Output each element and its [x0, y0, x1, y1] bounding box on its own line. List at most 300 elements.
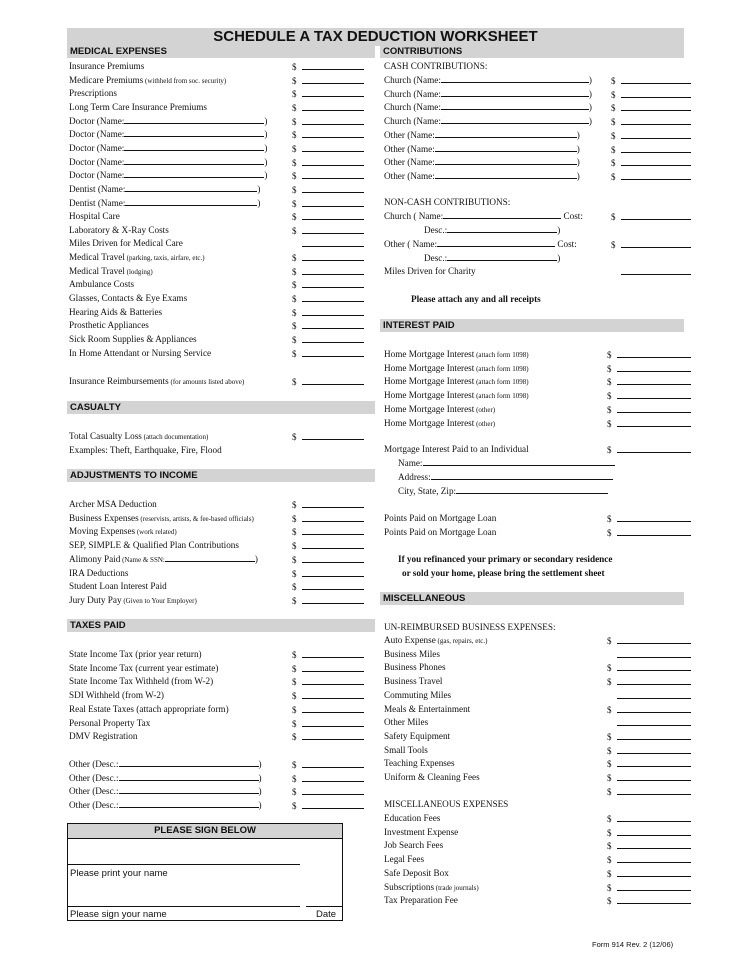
line-label: Church (Name: — [384, 88, 441, 99]
amount-line[interactable] — [617, 826, 691, 836]
medical-amount[interactable] — [292, 306, 364, 319]
noncash-other-amount[interactable] — [611, 238, 691, 251]
line-label: Business Phones — [384, 662, 446, 673]
amount-line[interactable] — [617, 785, 691, 795]
fill-blank[interactable] — [423, 457, 615, 466]
amount-line[interactable] — [302, 662, 364, 672]
medical-item — [69, 74, 226, 87]
medical-amount[interactable] — [292, 87, 364, 100]
medical-amount[interactable] — [292, 292, 364, 305]
paren: ) — [257, 197, 261, 208]
other-desc-item — [69, 785, 262, 797]
medical-amount[interactable] — [292, 128, 364, 141]
amount-line[interactable] — [302, 594, 364, 604]
dollar-sign: $ — [607, 391, 612, 402]
dollar-sign: $ — [292, 568, 297, 579]
fill-blank[interactable] — [456, 485, 608, 494]
line-label: Church (Name: — [384, 75, 441, 85]
fill-blank[interactable] — [125, 197, 257, 206]
mortgage-item — [384, 389, 529, 402]
worksheet-title: SCHEDULE A TAX DEDUCTION WORKSHEET — [67, 28, 684, 46]
other-desc-amount[interactable] — [292, 799, 364, 812]
dollar-sign: $ — [292, 89, 297, 100]
amount-line[interactable] — [302, 730, 364, 740]
medical-item — [69, 319, 149, 331]
dollar-sign: $ — [607, 759, 612, 770]
cash-amount[interactable] — [611, 88, 691, 101]
line-label: Medicare Premiums — [69, 74, 144, 85]
paren: ) — [576, 157, 580, 168]
unreimb-amount[interactable] — [607, 648, 691, 661]
unreimb-amount[interactable] — [607, 661, 691, 674]
line-label: Other (Desc.: — [69, 759, 119, 769]
line-label: Medical Travel — [69, 252, 125, 263]
amount-line[interactable] — [617, 689, 691, 699]
fill-blank[interactable] — [124, 115, 264, 124]
amount-line[interactable] — [302, 60, 364, 70]
dollar-sign: $ — [611, 117, 616, 128]
medical-amount[interactable] — [292, 183, 364, 196]
dollar-sign: $ — [292, 130, 297, 141]
mortgage-individual — [384, 443, 529, 455]
amount-line[interactable] — [302, 717, 364, 727]
amount-line[interactable] — [617, 389, 691, 399]
amount-line[interactable] — [302, 567, 364, 577]
amount-line[interactable] — [302, 333, 364, 343]
date-line[interactable] — [306, 906, 342, 907]
dollar-sign: $ — [607, 827, 612, 838]
tax-amount[interactable] — [292, 703, 364, 716]
mortgage-item — [384, 417, 495, 430]
medical-amount[interactable] — [292, 265, 364, 278]
amount-line[interactable] — [302, 101, 364, 111]
amount-line[interactable] — [617, 375, 691, 385]
amount-line[interactable] — [621, 265, 691, 275]
dollar-sign: $ — [292, 500, 297, 510]
medical-amount[interactable] — [292, 347, 364, 360]
amount-line[interactable] — [617, 703, 691, 713]
amount-line[interactable] — [302, 237, 364, 247]
line-label: Teaching Expenses — [384, 758, 455, 769]
amount-line[interactable] — [617, 771, 691, 781]
cash-amount[interactable] — [611, 129, 691, 142]
insurance-reimbursements — [69, 375, 244, 388]
medical-amount[interactable] — [292, 224, 364, 237]
amount-line[interactable] — [621, 74, 691, 84]
line-label: Total Casualty Loss — [69, 431, 142, 441]
unreimb-amount[interactable] — [607, 716, 691, 729]
line-label: Other (Name: — [384, 129, 435, 140]
amount-line[interactable] — [617, 648, 691, 658]
misc-amount[interactable] — [607, 839, 691, 852]
amount-line[interactable] — [302, 128, 364, 138]
amount-line[interactable] — [617, 839, 691, 849]
medical-item — [69, 197, 260, 209]
line-note: (reservists, artists, & fee-based officials) — [138, 514, 254, 523]
amount-line[interactable] — [617, 348, 691, 358]
amount-line[interactable] — [617, 443, 691, 453]
fill-blank[interactable] — [441, 115, 589, 124]
amount-line[interactable] — [302, 689, 364, 699]
line-label: Business Miles — [384, 648, 440, 659]
tax-amount[interactable] — [292, 730, 364, 743]
amount-line[interactable] — [617, 757, 691, 767]
amount-line[interactable] — [302, 375, 364, 385]
medical-amount[interactable] — [292, 197, 364, 210]
line-label: Moving Expenses — [69, 526, 136, 537]
fill-blank[interactable] — [441, 88, 589, 97]
line-label: Prosthetic Appliances — [69, 320, 149, 331]
amount-line[interactable] — [302, 785, 364, 795]
other-desc-item — [69, 772, 262, 784]
medical-item — [69, 210, 120, 222]
mortgage-amount[interactable] — [607, 348, 691, 361]
medical-amount[interactable] — [292, 74, 364, 87]
dollar-sign: $ — [292, 280, 297, 291]
line-label: Other (Name: — [384, 143, 435, 154]
line-label: Insurance Premiums — [69, 61, 145, 71]
line-label: MISCELLANEOUS EXPENSES — [384, 799, 509, 809]
amount-line[interactable] — [302, 553, 364, 563]
line-label: Student Loan Interest Paid — [69, 581, 167, 592]
fill-blank[interactable] — [124, 128, 264, 137]
paren: ) — [257, 183, 261, 194]
line-label: Name: — [398, 458, 423, 468]
misc-item — [384, 812, 440, 824]
mortgage-amount[interactable] — [607, 389, 691, 402]
tax-amount[interactable] — [292, 662, 364, 675]
amount-line[interactable] — [621, 88, 691, 98]
medical-item — [69, 251, 205, 264]
cash-item — [384, 143, 580, 155]
amount-line[interactable] — [302, 210, 364, 220]
amount-line[interactable] — [302, 347, 364, 357]
fill-blank[interactable] — [124, 142, 264, 151]
amount-line[interactable] — [617, 894, 691, 904]
line-label: Tax Preparation Fee — [384, 895, 458, 906]
paren: ) — [588, 116, 592, 127]
tax-amount[interactable] — [292, 689, 364, 702]
amount-line[interactable] — [617, 716, 691, 726]
adjustment-amount[interactable] — [292, 567, 364, 580]
unreimb-amount[interactable] — [607, 771, 691, 784]
sign-name-line[interactable] — [68, 906, 300, 907]
medical-amount[interactable] — [292, 142, 364, 155]
amount-line[interactable] — [617, 634, 691, 644]
paren: ) — [576, 129, 580, 140]
insurance-reimbursements-amount[interactable] — [292, 375, 364, 388]
line-label: Church (Name: — [384, 116, 441, 127]
amount-line[interactable] — [302, 115, 364, 125]
amount-line[interactable] — [302, 169, 364, 179]
unreimb-title — [384, 621, 556, 633]
fill-blank[interactable] — [435, 170, 577, 179]
unreimb-amount[interactable] — [607, 703, 691, 716]
amount-line[interactable] — [302, 74, 364, 84]
medical-amount[interactable] — [292, 60, 364, 73]
fill-blank[interactable] — [119, 785, 259, 794]
medical-amount[interactable] — [292, 115, 364, 128]
line-note: (gas, repairs, etc.) — [435, 637, 488, 645]
fill-blank[interactable] — [435, 143, 577, 152]
amount-line[interactable] — [302, 772, 364, 782]
line-label: SDI Withheld (from W-2) — [69, 690, 164, 701]
amount-line[interactable] — [302, 142, 364, 152]
tax-amount[interactable] — [292, 717, 364, 730]
amount-line[interactable] — [302, 306, 364, 316]
tax-amount[interactable] — [292, 648, 364, 661]
date-label: Date — [316, 909, 337, 920]
amount-line[interactable] — [302, 512, 364, 522]
amount-line[interactable] — [302, 265, 364, 275]
paren: ) — [264, 129, 268, 140]
fill-blank[interactable] — [165, 553, 255, 562]
medical-amount[interactable] — [292, 319, 364, 332]
fill-blank[interactable] — [431, 471, 613, 480]
amount-line[interactable] — [302, 197, 364, 207]
amount-line[interactable] — [617, 512, 691, 522]
cash-item — [384, 129, 580, 141]
adjustment-amount[interactable] — [292, 539, 364, 552]
other-desc-amount[interactable] — [292, 785, 364, 798]
amount-line[interactable] — [617, 744, 691, 754]
dollar-sign: $ — [292, 718, 297, 729]
fill-blank[interactable] — [447, 224, 557, 233]
amount-line[interactable] — [617, 362, 691, 372]
amount-line[interactable] — [302, 498, 364, 508]
amount-line[interactable] — [302, 278, 364, 288]
line-note: (lodging) — [124, 267, 153, 276]
adjustment-amount[interactable] — [292, 553, 364, 566]
dollar-sign: $ — [611, 212, 616, 222]
cash-amount[interactable] — [611, 156, 691, 169]
mortgage-amount[interactable] — [607, 362, 691, 375]
line-label: State Income Tax Withheld (from W-2) — [69, 676, 214, 687]
misc-item — [384, 867, 449, 879]
fill-blank[interactable] — [124, 169, 264, 178]
amount-line[interactable] — [617, 675, 691, 685]
amount-line[interactable] — [621, 129, 691, 139]
unreimb-amount[interactable] — [607, 730, 691, 743]
misc-item — [384, 853, 424, 865]
amount-line[interactable] — [302, 525, 364, 535]
misc-item — [384, 894, 458, 906]
tax-item — [69, 675, 213, 687]
fill-blank[interactable] — [437, 238, 555, 247]
mortgage-amount[interactable] — [607, 375, 691, 388]
amount-line[interactable] — [302, 319, 364, 329]
unreimb-item — [384, 716, 428, 728]
amount-line[interactable] — [621, 143, 691, 153]
section-header-adjustments: ADJUSTMENTS TO INCOME — [67, 469, 375, 482]
amount-line[interactable] — [617, 812, 691, 822]
line-label: Points Paid on Mortgage Loan — [384, 513, 497, 523]
dollar-sign: $ — [611, 158, 616, 169]
cash-item — [384, 74, 592, 86]
fill-blank[interactable] — [119, 758, 259, 767]
amount-line[interactable] — [302, 799, 364, 809]
amount-line[interactable] — [302, 675, 364, 685]
dollar-sign: $ — [292, 732, 297, 743]
dollar-sign: $ — [292, 801, 297, 812]
amount-line[interactable] — [302, 430, 364, 440]
print-name-label: Please print your name — [70, 868, 168, 879]
points-amount[interactable] — [607, 526, 691, 539]
amount-line[interactable] — [617, 403, 691, 413]
noncash-church-amount[interactable] — [611, 210, 691, 223]
fill-blank[interactable] — [119, 772, 259, 781]
amount-line[interactable] — [302, 251, 364, 261]
misc-amount[interactable] — [607, 853, 691, 866]
amount-line[interactable] — [621, 101, 691, 111]
unreimb-amount[interactable] — [607, 689, 691, 702]
amount-line[interactable] — [302, 703, 364, 713]
other-desc-item — [69, 799, 262, 811]
paren: ) — [264, 156, 268, 167]
amount-line[interactable] — [621, 115, 691, 125]
unreimb-item — [384, 648, 440, 660]
adjustment-item — [69, 580, 167, 592]
mortgage-amount[interactable] — [607, 417, 691, 430]
line-label: CASH CONTRIBUTIONS: — [384, 61, 488, 71]
medical-amount[interactable] — [292, 101, 364, 114]
adjustment-amount[interactable] — [292, 512, 364, 525]
amount-line[interactable] — [617, 881, 691, 891]
medical-amount[interactable] — [292, 251, 364, 264]
cash-item — [384, 115, 592, 127]
dollar-sign: $ — [292, 102, 297, 113]
amount-line[interactable] — [621, 210, 691, 220]
line-label: Dentist (Name: — [69, 197, 126, 208]
adjustment-amount[interactable] — [292, 580, 364, 593]
amount-line[interactable] — [621, 238, 691, 248]
medical-amount[interactable] — [292, 237, 364, 250]
mortgage-amount[interactable] — [607, 403, 691, 416]
dollar-sign: $ — [292, 171, 297, 182]
dollar-sign: $ — [607, 363, 612, 374]
dollar-sign: $ — [292, 787, 297, 798]
amount-line[interactable] — [302, 183, 364, 193]
adjustment-amount[interactable] — [292, 594, 364, 607]
fill-blank[interactable] — [435, 156, 577, 165]
adjustment-amount[interactable] — [292, 498, 364, 511]
dollar-sign: $ — [292, 307, 297, 318]
cash-amount[interactable] — [611, 115, 691, 128]
fill-blank[interactable] — [124, 156, 264, 165]
unreimb-amount[interactable] — [607, 785, 691, 798]
charity-miles-amount[interactable] — [611, 265, 691, 278]
amount-line[interactable] — [302, 580, 364, 590]
cash-item — [384, 88, 592, 100]
misc-amount[interactable] — [607, 812, 691, 825]
dollar-sign: $ — [292, 513, 297, 524]
tax-item — [69, 703, 229, 715]
cash-item — [384, 170, 580, 182]
line-label: Other (Desc.: — [69, 800, 119, 811]
amount-line[interactable] — [302, 648, 364, 658]
cash-amount[interactable] — [611, 74, 691, 87]
medical-amount[interactable] — [292, 210, 364, 223]
line-label: Auto Expense — [384, 635, 436, 645]
amount-line[interactable] — [302, 156, 364, 166]
cash-amount[interactable] — [611, 170, 691, 183]
misc-amount[interactable] — [607, 881, 691, 894]
dollar-sign: $ — [607, 704, 612, 715]
line-label: Hearing Aids & Batteries — [69, 306, 163, 317]
cash-amount[interactable] — [611, 143, 691, 156]
other-desc-amount[interactable] — [292, 772, 364, 785]
misc-amount[interactable] — [607, 867, 691, 880]
casualty-loss-amount[interactable] — [292, 430, 364, 443]
amount-line[interactable] — [302, 87, 364, 97]
cash-amount[interactable] — [611, 101, 691, 114]
amount-line[interactable] — [302, 292, 364, 302]
medical-item — [69, 306, 162, 318]
amount-line[interactable] — [617, 661, 691, 671]
print-name-line[interactable] — [68, 864, 300, 865]
amount-line[interactable] — [617, 867, 691, 877]
medical-amount[interactable] — [292, 333, 364, 346]
medical-amount[interactable] — [292, 156, 364, 169]
line-label: Dentist (Name: — [69, 183, 126, 194]
amount-line[interactable] — [302, 758, 364, 768]
unreimb-item — [384, 730, 450, 742]
amount-line[interactable] — [617, 417, 691, 427]
dollar-sign: $ — [607, 527, 612, 538]
mortgage-item — [384, 362, 529, 375]
fill-blank[interactable] — [441, 101, 589, 110]
line-label: Home Mortgage Interest — [384, 362, 475, 373]
fill-blank[interactable] — [441, 74, 589, 83]
unreimb-amount[interactable] — [607, 675, 691, 688]
line-note: (parking, taxis, airfare, etc.) — [124, 254, 205, 263]
amount-line[interactable] — [617, 526, 691, 536]
points-amount[interactable] — [607, 512, 691, 525]
amount-line[interactable] — [621, 170, 691, 180]
fill-blank[interactable] — [443, 210, 561, 219]
dollar-sign: $ — [292, 677, 297, 688]
amount-line[interactable] — [621, 156, 691, 166]
unreimb-amount[interactable] — [607, 744, 691, 757]
unreimb-item — [384, 744, 428, 756]
adjustment-amount[interactable] — [292, 525, 364, 538]
fill-blank[interactable] — [119, 799, 259, 808]
fill-blank[interactable] — [447, 252, 557, 261]
misc-amount[interactable] — [607, 826, 691, 839]
medical-amount[interactable] — [292, 169, 364, 182]
medical-amount[interactable] — [292, 278, 364, 291]
amount-line[interactable] — [617, 853, 691, 863]
other-desc-amount[interactable] — [292, 758, 364, 771]
misc-amount[interactable] — [607, 894, 691, 907]
amount-line[interactable] — [302, 539, 364, 549]
line-label: Small Tools — [384, 744, 428, 755]
tax-item — [69, 730, 137, 742]
mortgage-individual-amount[interactable] — [607, 443, 691, 456]
line-label: Business Expenses — [69, 512, 139, 523]
unreimb-amount[interactable] — [607, 757, 691, 770]
adjustment-item — [69, 553, 258, 566]
tax-amount[interactable] — [292, 675, 364, 688]
amount-line[interactable] — [617, 730, 691, 740]
adjustment-item — [69, 512, 254, 525]
line-label: Legal Fees — [384, 854, 425, 865]
line-label: Education Fees — [384, 813, 441, 823]
fill-blank[interactable] — [125, 183, 257, 192]
amount-line[interactable] — [302, 224, 364, 234]
fill-blank[interactable] — [435, 129, 577, 138]
unreimb-amount[interactable] — [607, 634, 691, 647]
